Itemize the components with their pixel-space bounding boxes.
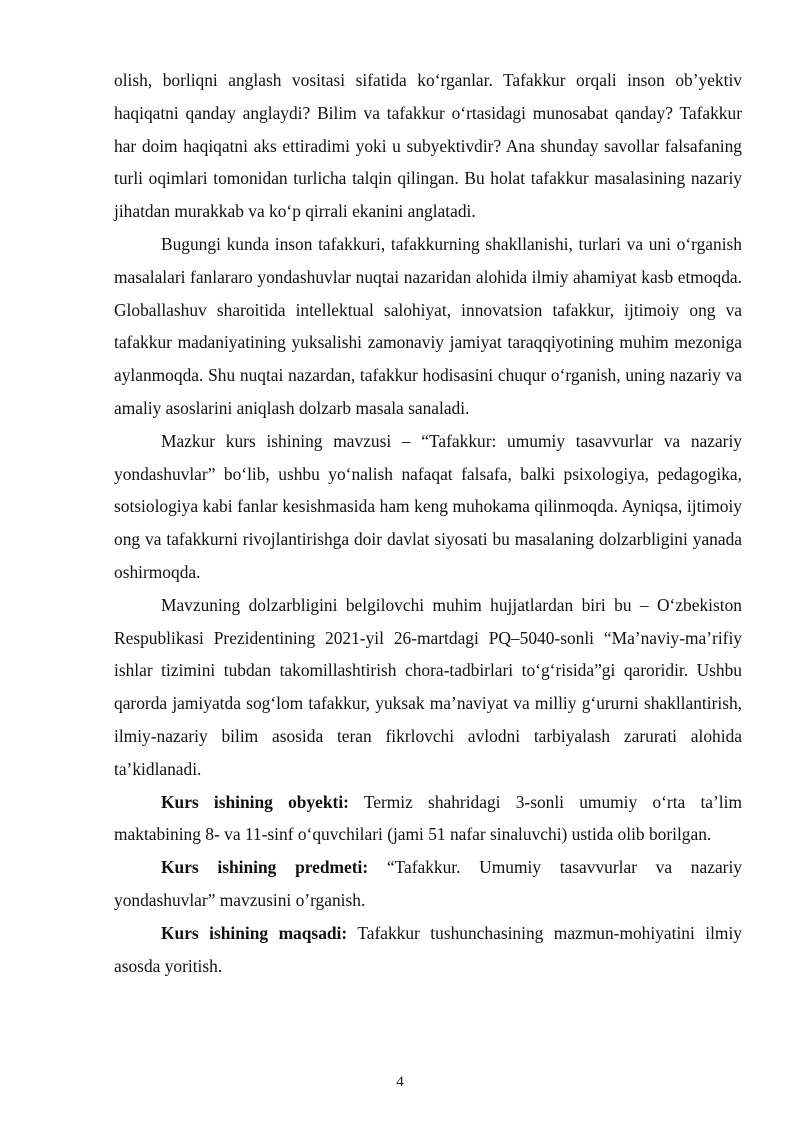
paragraph-goal bbox=[114, 917, 742, 983]
paragraph-text: Mazkur kurs ishining mavzusi – “Tafakkur: umumiy tasavvurlar va nazariy yondashuvlar” bo‘lib, ushbu yo‘nalish nafaqat falsafa, balki psixologiya, pedagogika, sotsiologiya kabi fanlar kesishmasida ham keng muhokama qilinmoqda. Ayniqsa, ijtimoiy ong va tafakkurni rivojlantirishga doir davlat siyosati bu masalaning dolzarbligini yanada oshirmoqda. bbox=[114, 430, 742, 582]
paragraph-text: Mavzuning dolzarbligini belgilovchi muhim hujjatlardan biri bu – O‘zbekiston Respublikasi Prezidentining 2021-yil 26-martdagi PQ–5040-sonli “Ma’naviy-ma’rifiy ishlar tizimini tubdan takomillashtirish chora-tadbirlari to‘g‘risida”gi qaroridir. Ushbu qarorda jamiyatda sog‘lom tafakkur, yuksak ma’naviyat va milliy g‘ururni shakllantirish, ilmiy-nazariy bilim asosida teran fikrlovchi avlodni tarbiyalash zarurati alohida ta’kidlanadi. bbox=[114, 594, 742, 779]
paragraph-text: Termiz shahridagi 3-sonli umumiy o‘rta ta’lim maktabining 8- va 11-sinf o‘quvchilari (jami 51 nafar sinaluvchi) ustida olib borilgan. bbox=[114, 791, 742, 845]
paragraph-lead: Kurs ishining maqsadi: bbox=[161, 922, 348, 943]
paragraph-decree bbox=[114, 589, 742, 786]
paragraph-continuation bbox=[114, 64, 742, 228]
paragraph-text: “Tafakkur. Umumiy tasavvurlar va nazariy yondashuvlar” mavzusini o’rganish. bbox=[114, 857, 742, 910]
paragraph-topic bbox=[114, 425, 742, 589]
paragraph-text: olish, borliqni anglash vositasi sifatida ko‘rganlar. Tafakkur orqali inson ob’yektiv haqiqatni qanday anglaydi? Bilim va tafakkur o‘rtasidagi munosabat qanday? Tafakkur har doim haqiqatni aks ettiradimi yoki u subyektivdir? Ana shunday savollar falsafaning turli oqimlari tomonidan turlicha talqin qilingan. Bu holat tafakkur masalasining nazariy jihatdan murakkab va ko‘p qirrali ekanini anglatadi. bbox=[114, 70, 742, 222]
paragraph-relevance bbox=[114, 228, 742, 425]
paragraph-lead: Kurs ishining obyekti: bbox=[161, 791, 349, 812]
document-body bbox=[114, 64, 742, 982]
paragraph-object bbox=[114, 786, 742, 852]
paragraph-subject bbox=[114, 851, 742, 917]
paragraph-text: Bugungi kunda inson tafakkuri, tafakkurning shakllanishi, turlari va uni o‘rganish masalalari fanlararo yondashuvlar nuqtai nazaridan alohida ilmiy ahamiyat kasb etmoqda. Globallashuv sharoitida intellektual salohiyat, innovatsion tafakkur, ijtimoiy ong va tafakkur madaniyatining yuksalishi zamonaviy jamiyat taraqqiyotining muhim mezoniga aylanmoqda. Shu nuqtai nazardan, tafakkur hodisasini chuqur o‘rganish, uning nazariy va amaliy asoslarini aniqlash dolzarb masala sanaladi. bbox=[114, 233, 742, 418]
paragraph-lead: Kurs ishining predmeti: bbox=[161, 857, 369, 878]
paragraph-text: Tafakkur tushunchasining mazmun-mohiyatini ilmiy asosda yoritish. bbox=[114, 922, 742, 976]
page-number: 4 bbox=[396, 1074, 404, 1090]
